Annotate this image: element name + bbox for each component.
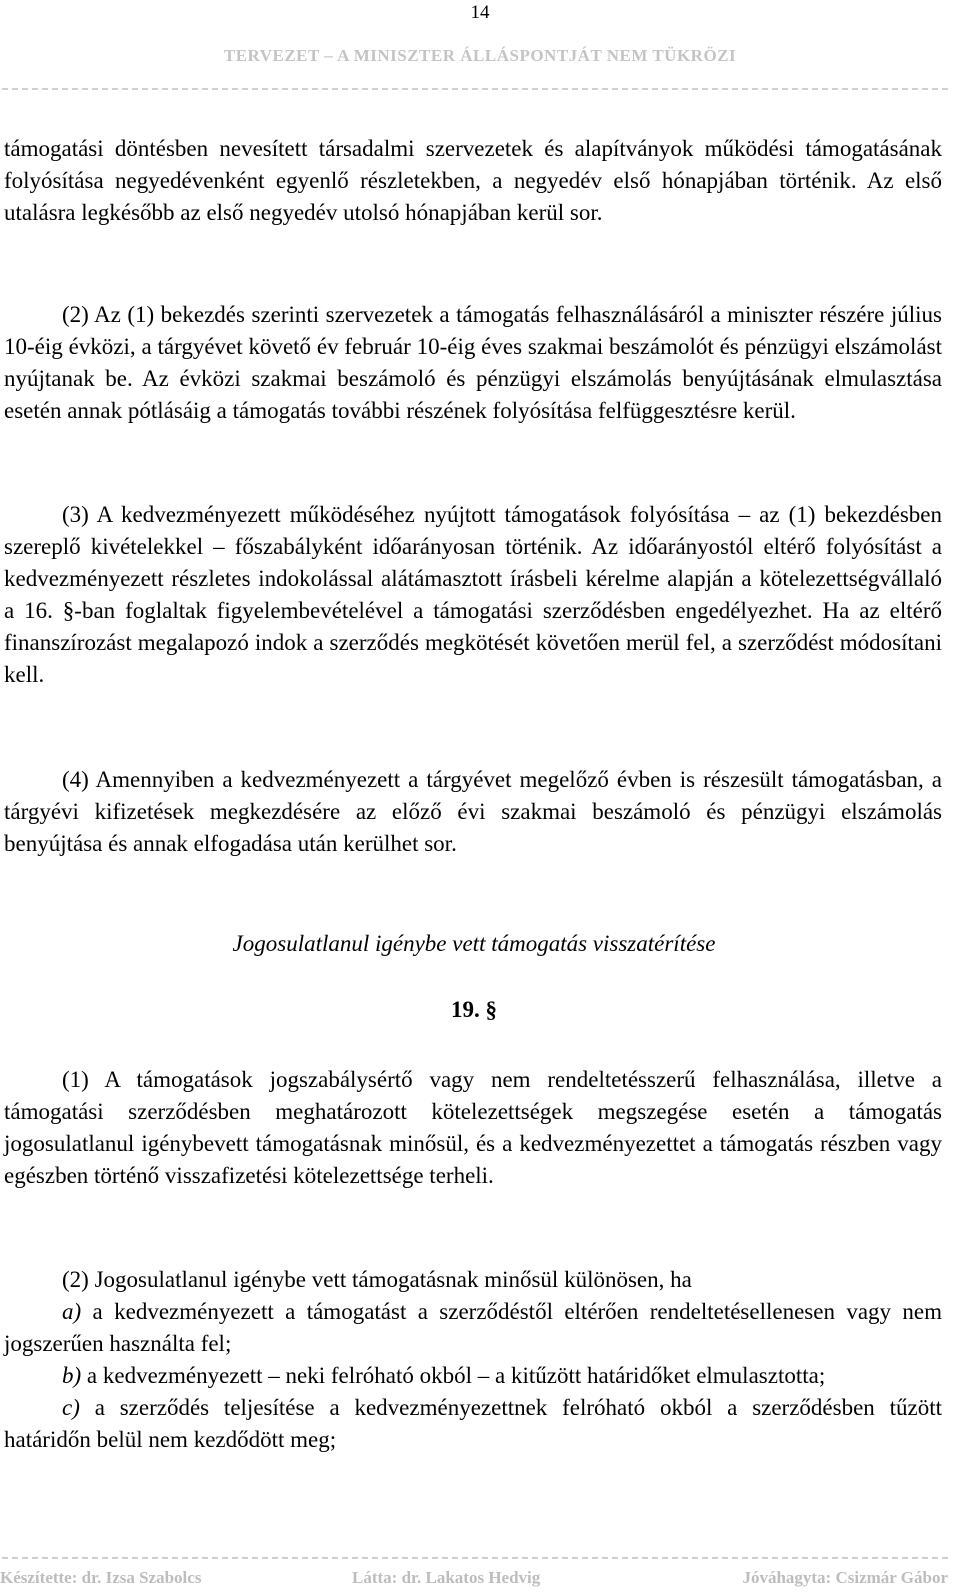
paragraph-2 (4, 299, 942, 427)
list-item-a (4, 1296, 942, 1360)
list-item-text: a szerződés teljesítése a kedvezményezettnek felróható okból a szerződésben tűzött határidőn belül nem kezdődött meg; (4, 1395, 942, 1452)
paragraph-text: (2) Jogosulatlanul igénybe vett támogatásnak minősül különösen, ha (62, 1267, 692, 1292)
footer-prepared-by: Készítette: dr. Izsa Szabolcs (0, 1568, 202, 1587)
draft-notice: TERVEZET – A MINISZTER ÁLLÁSPONTJÁT NEM TÜKRÖZI (223, 46, 737, 65)
footer-reviewed-by: Látta: dr. Lakatos Hedvig (352, 1568, 541, 1587)
paragraph-continuation (4, 133, 942, 229)
paragraph-text: (4) Amennyiben a kedvezményezett a tárgyévet megelőző évben is részesült támogatásban, a tárgyévi kifizetések megkezdésére az előző évi szakmai beszámoló és pénzügyi elszámolás benyújtása és annak elfogadása után kerülhet sor. (4, 767, 942, 856)
page-number: 14 (470, 2, 490, 23)
section-paragraph-1 (4, 1064, 942, 1192)
paragraph-text: (2) Az (1) bekezdés szerinti szervezetek a támogatás felhasználásáról a miniszter részére július 10-éig évközi, a tárgyévet követő év február 10-éig éves szakmai beszámolót és pénzügyi elszámolást nyújtanak be. Az évközi szakmai beszámoló és pénzügyi elszámolás benyújtásának elmulasztása esetén annak pótlásáig a támogatás további részének folyósítása felfüggesztésre kerül. (4, 302, 942, 423)
paragraph-3 (4, 499, 942, 691)
list-item-text: a kedvezményezett – neki felróható okból – a kitűzött határidőket elmulasztotta; (81, 1363, 826, 1388)
list-item-text: a kedvezményezett a támogatást a szerződéstől eltérően rendeltetésellenesen vagy nem jogszerűen használta fel; (4, 1299, 942, 1356)
paragraph-text: támogatási döntésben nevesített társadalmi szervezetek és alapítványok működési támogatásának folyósítása negyedévenként egyenlő részletekben, a negyedév első hónapjában történik. Az első utalásra legkésőbb az első negyedév utolsó hónapjában kerül sor. (4, 136, 942, 225)
footer-divider (2, 1557, 948, 1559)
section-number: 19. § (451, 997, 497, 1022)
list-marker: b) (62, 1363, 82, 1388)
header-divider (2, 88, 948, 90)
list-marker: a) (62, 1299, 82, 1324)
paragraph-text: (1) A támogatások jogszabálysértő vagy nem rendeltetésszerű felhasználása, illetve a támogatási szerződésben meghatározott kötelezettségek megszegése esetén a támogatás jogosulatlanul igénybevett támogatásnak minősül, és a kedvezményezettet a támogatás részben vagy egészben történő visszafizetési kötelezettsége terheli. (4, 1067, 942, 1188)
footer-approved-by: Jóváhagyta: Csizmár Gábor (742, 1568, 948, 1587)
section-paragraph-2 (4, 1264, 942, 1456)
list-marker: c) (62, 1395, 80, 1420)
section-heading: Jogosulatlanul igénybe vett támogatás visszatérítése (232, 931, 716, 956)
paragraph-4 (4, 764, 942, 860)
paragraph-text: (3) A kedvezményezett működéséhez nyújtott támogatások folyósítása – az (1) bekezdésben szereplő kivételekkel – főszabályként időarányosan történik. Az időarányostól eltérő folyósítást a kedvezményezett részletes indokolással alátámasztott írásbeli kérelme alapján a kötelezettségvállaló a 16. §-ban foglaltak figyelembevételével a támogatási szerződésben engedélyezhet. Ha az eltérő finanszírozást megalapozó indok a szerződés megkötését követően merül fel, a szerződést módosítani kell. (4, 502, 942, 687)
list-item-b (4, 1360, 942, 1392)
list-item-c (4, 1392, 942, 1456)
